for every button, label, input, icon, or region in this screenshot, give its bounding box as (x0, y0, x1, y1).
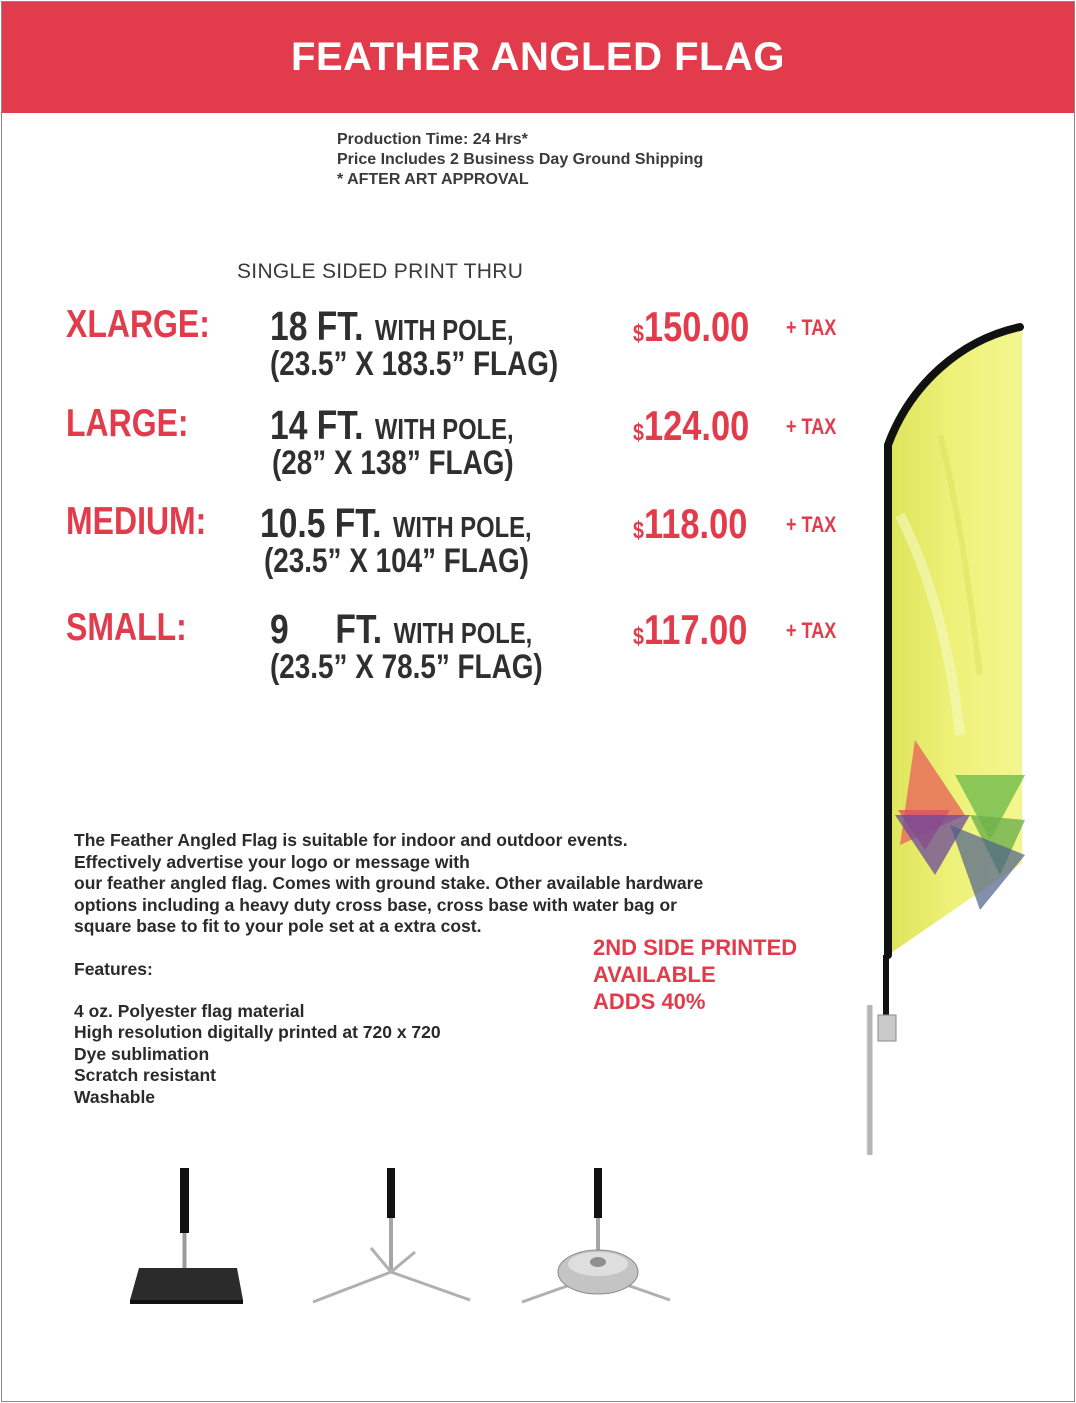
water-bag-base-image (510, 1160, 685, 1310)
size-height (270, 402, 514, 449)
description-line: options including a heavy duty cross base, cross base with water bag or (74, 894, 677, 915)
price-amount: 150.00 (643, 303, 750, 350)
pole-note: WITH POLE, (392, 512, 532, 544)
features-list (74, 1001, 441, 1109)
size-height (260, 500, 532, 547)
second-side-line: 2ND SIDE PRINTED (593, 935, 798, 960)
production-time: Production Time: 24 Hrs* (337, 131, 528, 148)
title-banner (2, 2, 1074, 113)
flag-dimensions: (23.5” X 183.5” FLAG) (270, 345, 559, 383)
size-row-medium (0, 500, 860, 600)
feature-item: Dye sublimation (74, 1043, 210, 1064)
pole-note: WITH POLE, (393, 618, 533, 650)
description-line: The Feather Angled Flag is suitable for indoor and outdoor events. (74, 830, 628, 850)
currency-symbol: $ (633, 419, 644, 446)
feature-item: Scratch resistant (74, 1065, 217, 1085)
price-amount: 124.00 (643, 402, 750, 449)
size-label: MEDIUM: (66, 500, 207, 543)
tax-note: + TAX (786, 414, 837, 439)
print-type-heading: SINGLE SIDED PRINT THRU (237, 260, 524, 283)
size-row-xlarge (0, 303, 860, 403)
production-info (337, 130, 703, 190)
height-value: 9 FT. (270, 606, 383, 652)
flag-dimensions: (28” X 138” FLAG) (272, 444, 514, 482)
pole-note: WITH POLE, (374, 315, 514, 347)
art-approval-note: * AFTER ART APPROVAL (337, 171, 529, 188)
price (633, 500, 747, 548)
second-side-note (593, 934, 797, 1015)
description-line: our feather angled flag. Comes with ground stake. Other available hardware (74, 873, 704, 893)
height-value: 18 FT. (270, 303, 364, 349)
size-label: LARGE: (66, 402, 189, 445)
height-value: 10.5 FT. (260, 500, 382, 546)
size-label: XLARGE: (66, 303, 210, 346)
price (633, 606, 747, 654)
price (633, 402, 749, 450)
size-height (270, 606, 532, 653)
flag-dimensions: (23.5” X 78.5” FLAG) (270, 648, 543, 686)
price (633, 303, 749, 351)
description-line: square base to fit to your pole set at a extra cost. (74, 916, 482, 936)
second-side-line: ADDS 40% (593, 989, 706, 1014)
price-amount: 117.00 (643, 606, 748, 653)
feather-flag-image (840, 315, 1040, 1165)
currency-symbol: $ (633, 517, 644, 544)
feature-item: Washable (74, 1086, 156, 1107)
tax-note: + TAX (786, 315, 837, 340)
tax-note: + TAX (786, 512, 837, 537)
currency-symbol: $ (633, 320, 644, 347)
tax-note: + TAX (786, 618, 837, 643)
product-description (74, 830, 794, 938)
currency-symbol: $ (633, 623, 644, 650)
features-heading: Features: (74, 959, 153, 979)
page-title: FEATHER ANGLED FLAG (291, 35, 785, 79)
description-line: Effectively advertise your logo or message with (74, 851, 470, 872)
feature-item: 4 oz. Polyester flag material (74, 1000, 305, 1021)
shipping-note: Price Includes 2 Business Day Ground Shipping (337, 151, 704, 168)
cross-base-image (305, 1160, 480, 1310)
size-label: SMALL: (66, 606, 187, 649)
pole-note: WITH POLE, (374, 414, 514, 446)
size-row-large (0, 402, 860, 502)
height-value: 14 FT. (270, 402, 364, 448)
square-base-image (125, 1160, 300, 1310)
size-height (270, 303, 514, 350)
second-side-line: AVAILABLE (593, 962, 716, 987)
size-row-small (0, 606, 860, 706)
features-section (74, 959, 441, 1108)
feature-item: High resolution digitally printed at 720 x 720 (74, 1022, 441, 1042)
price-amount: 118.00 (643, 500, 748, 547)
flag-dimensions: (23.5” X 104” FLAG) (264, 542, 529, 580)
